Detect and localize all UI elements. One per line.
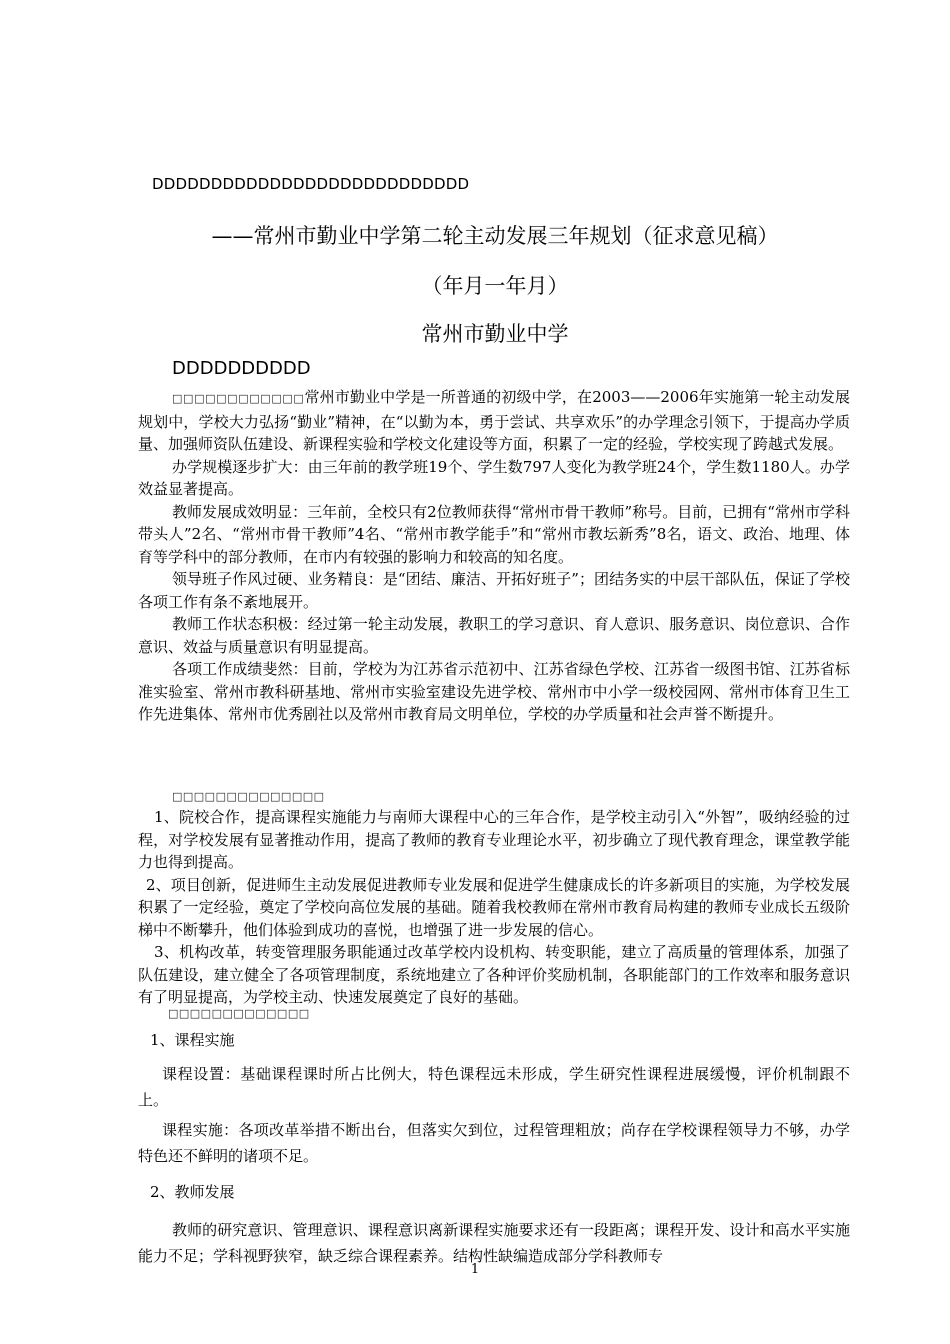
paragraph-course-setting: 课程设置：基础课程课时所占比例大，特色课程远未形成，学生研究性课程进展缓慢，评价机制跟不上。 [138,1065,850,1109]
paragraph-work-state: 教师工作状态积极：经过第一轮主动发展，教职工的学习意识、育人意识、服务意识、岗位意识、合作意识、效益与质量意识有明显提高。 [138,615,850,656]
paragraph-achievements: 各项工作成绩斐然：目前，学校为为江苏省示范初中、江苏省绿色学校、江苏省一级图书馆、江苏省标准实验室、常州市教科研基地、常州市实验室建设先进学校、常州市中小学一级校园网、常州市体育卫生工作先进集体、常州市优秀剧社以及常州市教育局文明单位，学校的办学质量和社会声誉不断提升。 [138,660,850,723]
paragraph-teachers: 教师发展成效明显：三年前，全校只有2位教师获得“常州市骨干教师”称号。目前，已拥有“常州市学科带头人”2名、“常州市骨干教师”4名、“常州市教学能手”和“常州市教坛新秀”8名，语文、政治、地理、体育等学科中的部分教师，在市内有较强的影响力和较高的知名度。 [138,502,850,566]
list-item-3: 3、机构改革，转变管理服务职能通过改革学校内设机构、转变职能，建立了高质量的管理体系，加强了队伍建设，建立健全了各项管理制度，系统地建立了各种评价奖励机制，各职能部门的工作效率和服务意识有了明显提高，为学校主动、快速发展奠定了良好的基础。 [138,943,850,1006]
intro-prefix: □□□□□□□□□□□□ [172,392,305,405]
paragraph-teacher-development: 教师的研究意识、管理意识、课程意识离新课程实施要求还有一段距离；课程开发、设计和高水平实施能力不足；学科视野狭窄，缺乏综合课程素养。结构性缺编造成部分学科教师专 [138,1221,850,1265]
body-part-3 [138,1003,850,1269]
subsection-code-1: □□□□□□□□□□□□□□ [172,790,325,803]
body-part-1 [138,386,850,726]
heading-course-implementation: 1、课程实施 [150,1031,235,1049]
document-title: ——常州市勤业中学第二轮主动发展三年规划（征求意见稿） [211,224,779,248]
subsection-code-2: □□□□□□□□□□□□□ [168,1007,310,1020]
section-heading-code: DDDDDDDDDD [172,358,311,379]
paragraph-leaders: 领导班子作风过硬、业务精良：是“团结、廉洁、开拓好班子”；团结务实的中层干部队伍，保证了学校各项工作有条不紊地展开。 [138,570,850,611]
intro-text: 常州市勤业中学是一所普通的初级中学，在2003——2006年实施第一轮主动发展规划中，学校大力弘扬“勤业”精神，在“以勤为本，勇于尝试、共享欢乐”的办学理念引领下，于提高办学质量、加强师资队伍建设、新课程实验和学校文化建设等方面，积累了一定的经验，学校实现了跨越式发展。 [138,388,850,453]
document-date-range: （年月一年月） [421,274,569,298]
intro-paragraph [138,386,850,456]
heading-teacher-development: 2、教师发展 [150,1183,235,1201]
paragraph-course-implementation: 课程实施：各项改革举措不断出台，但落实欠到位，过程管理粗放；尚存在学校课程领导力不够，办学特色还不鲜明的诸项不足。 [138,1121,850,1165]
list-item-1: 1、院校合作，提高课程实施能力与南师大课程中心的三年合作，是学校主动引入“外智”，吸纳经验的过程，对学校发展有显著推动作用，提高了教师的教育专业理论水平，初步确立了现代教育理念，课堂教学能力也得到提高。 [138,808,850,871]
header-code: DDDDDDDDDDDDDDDDDDDDDDDDDDD [152,175,470,193]
paragraph-scale: 办学规模逐步扩大：由三年前的教学班19个、学生数797人变化为教学班24个，学生数1180人。办学效益显著提高。 [138,457,850,498]
page-number: 1 [470,1262,480,1277]
body-part-2 [138,786,850,1009]
school-name: 常州市勤业中学 [421,322,569,346]
list-item-2: 2、项目创新，促进师生主动发展促进教师专业发展和促进学生健康成长的许多新项目的实施，为学校发展积累了一定经验，奠定了学校向高位发展的基础。随着我校教师在常州市教育局构建的教师专业成长五级阶梯中不断攀升，他们体验到成功的喜悦，也增强了进一步发展的信心。 [138,875,850,939]
